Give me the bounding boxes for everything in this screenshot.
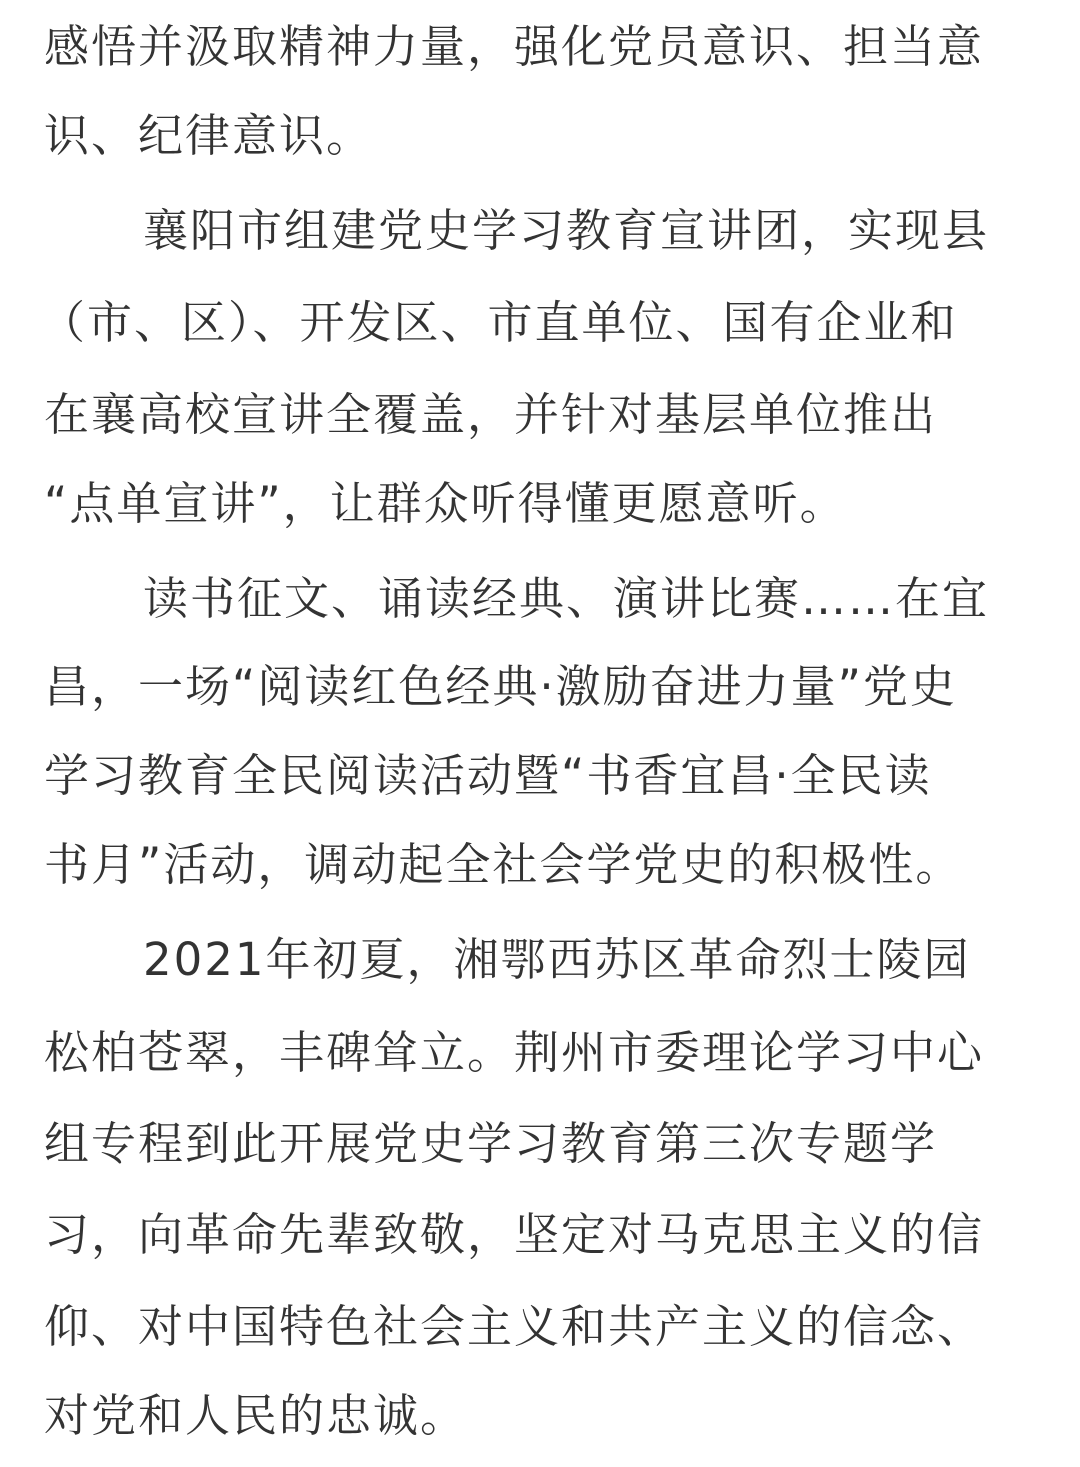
text-line: 习，向革命先辈致敬，坚定对马克思主义的信	[44, 1208, 985, 1261]
text-line: 对党和人民的忠诚。	[44, 1389, 468, 1442]
text-line: 昌，一场“阅读红色经典·激励奋进力量”党史	[44, 660, 957, 713]
text-line: （市、区）、开发区、市直单位、国有企业和	[40, 296, 958, 349]
text-line: 襄阳市组建党史学习教育宣讲团，实现县	[143, 204, 990, 257]
text-line: 学习教育全民阅读活动暨“书香宜昌·全民读	[44, 749, 932, 802]
text-line: 识、纪律意识。	[44, 109, 374, 162]
text-line: 读书征文、诵读经典、演讲比赛……在宜	[143, 572, 990, 625]
text-line: 仰、对中国特色社会主义和共产主义的信念、	[44, 1300, 985, 1353]
text-line: 感悟并汲取精神力量，强化党员意识、担当意	[44, 20, 985, 73]
text-line: “点单宣讲”，让群众听得懂更愿意听。	[44, 477, 847, 530]
text-line: 在襄高校宣讲全覆盖，并针对基层单位推出	[44, 388, 938, 441]
text-line: 2021年初夏，湘鄂西苏区革命烈士陵园	[143, 933, 971, 986]
text-line: 组专程到此开展党史学习教育第三次专题学	[44, 1117, 938, 1170]
text-line: 松柏苍翠，丰碑耸立。荆州市委理论学习中心	[44, 1026, 985, 1079]
text-line: 书月”活动，调动起全社会学党史的积极性。	[44, 838, 963, 891]
